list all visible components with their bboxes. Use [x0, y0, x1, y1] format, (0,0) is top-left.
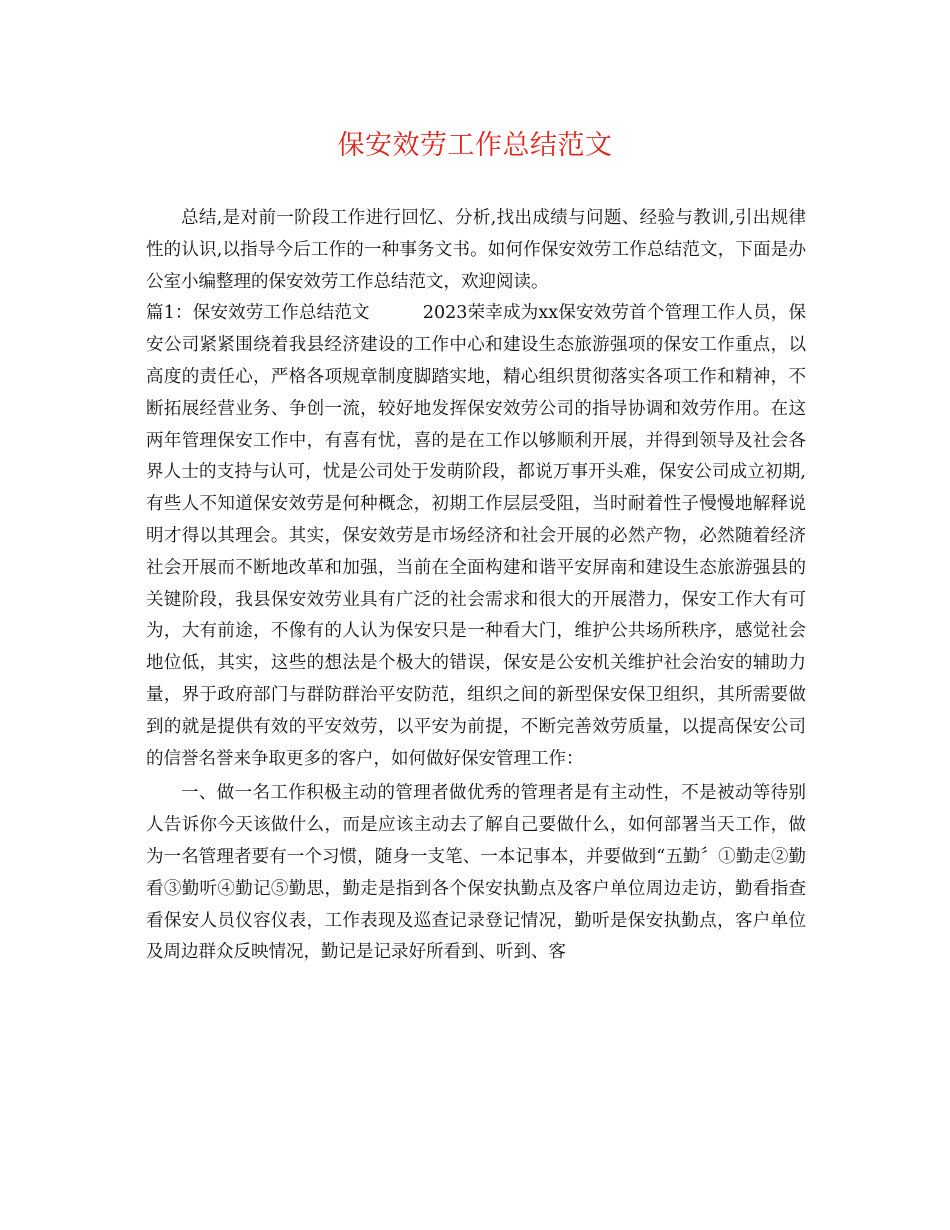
section-1-paragraph: 一、做一名工作积极主动的管理者做优秀的管理者是有主动性，不是被动等待别人告诉你今天该做什么，而是应该主动去了解自己要做什么，如何部署当天工作，做为一名管理者要有一个习惯，随身一支笔、一本记事本，并要做到“五勤〞①勤走②勤看③勤听④勤记⑤勤思，勤走是指到各个保安执勤点及客户单位周边走访，勤看指查看保安人员仪容仪表，工作表现及巡查记录登记情况，勤听是保安执勤点，客户单位及周边群众反映情况，勤记是记录好所看到、听到、客	[146, 783, 806, 963]
document-body	[146, 203, 806, 969]
chapter-1-paragraph: 篇1：保安效劳工作总结范文 2023荣幸成为xx保安效劳首个管理工作人员，保安公司紧紧围绕着我县经济建设的工作中心和建设生态旅游强项的保安工作重点，以高度的责任心，严格各项规章制度脚踏实地，精心组织贯彻落实各项工作和精神，不断拓展经营业务、争创一流，较好地发挥保安效劳公司的指导协调和效劳作用。在这两年管理保安工作中，有喜有忧，喜的是在工作以够顺利开展，并得到领导及社会各界人士的支持与认可，忧是公司处于发萌阶段，都说万事开头难，保安公司成立初期,有些人不知道保安效劳是何种概念，初期工作层层受阻，当时耐着性子慢慢地解释说明才得以其理会。其实，保安效劳是市场经济和社会开展的必然产物，必然随着经济社会开展而不断地改革和加强，当前在全面构建和谐平安屏南和建设生态旅游强县的关键阶段，我县保安效劳业具有广泛的社会需求和很大的开展潜力，保安工作大有可为，大有前途，不像有的人认为保安只是一种看大门，维护公共场所秩序，感觉社会地位低，其实，这些的想法是个极大的错误，保安是公安机关维护社会治安的辅助力量，界于政府部门与群防群治平安防范，组织之间的新型保安保卫组织，其所需要做到的就是提供有效的平安效劳，以平安为前提，不断完善效劳质量，以提高保安公司的信誉名誉来争取更多的客户，如何做好保安管理工作：	[146, 303, 806, 769]
intro-paragraph: 总结,是对前一阶段工作进行回忆、分析,找出成绩与问题、经验与教训,引出规律性的认识,以指导今后工作的一种事务文书。如何作保安效劳工作总结范文，下面是办公室小编整理的保安效劳工作总结范文，欢迎阅读。	[146, 208, 806, 292]
document-title: 保安效劳工作总结范文	[337, 130, 613, 161]
